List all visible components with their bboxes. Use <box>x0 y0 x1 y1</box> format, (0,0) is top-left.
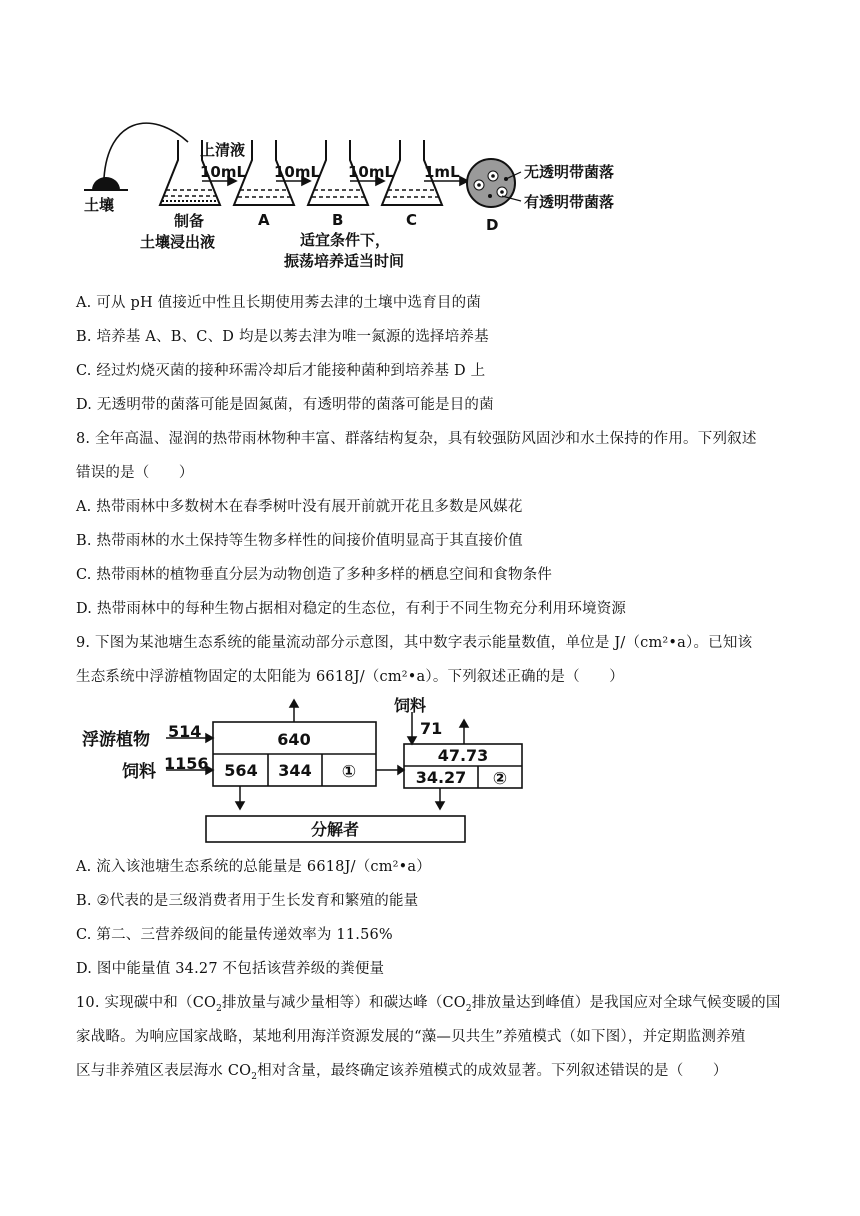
q10-text-5: 相对含量，最终确定该养殖模式的成效显著。下列叙述错误的是（ ） <box>257 1063 728 1079</box>
value-box2-unknown: ② <box>492 769 508 789</box>
value-box1-unknown: ① <box>341 762 357 782</box>
q9-stem-line2: 生态系统中浮游植物固定的太阳能为 6618J/（cm²•a）。下列叙述正确的是（ ） <box>76 669 624 685</box>
label-soil: 土壤 <box>84 196 115 214</box>
label-clear-zone: 有透明带菌落 <box>524 193 615 211</box>
label-supernatant: 上清液 <box>200 141 246 159</box>
label-volume-1: 10mL <box>200 163 247 181</box>
q10-stem-line3 <box>76 1059 728 1082</box>
label-dish-d: D <box>486 216 499 234</box>
q9-option-a: A. 流入该池塘生态系统的总能量是 6618J/（cm²•a） <box>76 859 431 875</box>
label-decomposer: 分解者 <box>310 820 360 839</box>
value-box1-assimilation: 640 <box>277 730 311 749</box>
value-plankton-input: 514 <box>168 722 202 741</box>
label-condition-1: 适宜条件下， <box>300 231 391 249</box>
value-box2-respiration: 34.27 <box>415 768 467 787</box>
co2-formula: $CO_2$ <box>192 995 223 1014</box>
q10-stem-line1 <box>76 991 781 1014</box>
label-no-clear-zone: 无透明带菌落 <box>524 163 615 181</box>
q9-option-c: C. 第二、三营养级间的能量传递效率为 11.56% <box>76 927 393 943</box>
q9-option-b: B. ②代表的是三级消费者用于生长发育和繁殖的能量 <box>76 893 419 909</box>
label-prep-2: 土壤浸出液 <box>140 233 216 251</box>
co2-formula: $CO_2$ <box>227 1063 258 1082</box>
label-flask-b: B <box>332 211 344 229</box>
label-volume-2: 10mL <box>274 163 321 181</box>
energy-flow-diagram <box>0 690 860 850</box>
q9-option-d: D. 图中能量值 34.27 不包括该营养级的粪便量 <box>76 961 385 977</box>
q7-option-a: A. 可从 pH 值接近中性且长期使用莠去津的土壤中选育目的菌 <box>76 295 482 311</box>
q7-option-b: B. 培养基 A、B、C、D 均是以莠去津为唯一氮源的选择培养基 <box>76 329 489 345</box>
q10-stem-line2: 家战略。为响应国家战略，某地利用海洋资源发展的“藻—贝共生”养殖模式（如下图），并定期监测养殖 <box>76 1029 746 1045</box>
q8-option-a: A. 热带雨林中多数树木在春季树叶没有展开前就开花且多数是风媒花 <box>76 499 523 515</box>
value-feed-input: 1156 <box>164 754 209 773</box>
label-flask-c: C <box>406 211 418 229</box>
q10-text-2: 排放量与减少量相等）和碳达峰（ <box>222 995 443 1011</box>
co2-formula: $CO_2$ <box>442 995 472 1014</box>
petri-dish-d-icon <box>467 159 515 207</box>
value-box1-respiration: 564 <box>224 761 258 780</box>
q8-option-b: B. 热带雨林的水土保持等生物多样性的间接价值明显高于其直接价值 <box>76 533 523 549</box>
q7-option-c: C. 经过灼烧灭菌的接种环需冷却后才能接种菌种到培养基 D 上 <box>76 363 486 379</box>
label-volume-4: 1mL <box>424 163 460 181</box>
value-feed-2: 71 <box>420 719 443 738</box>
q10-text-1: 实现碳中和（ <box>104 995 193 1011</box>
q10-text-3: 排放量达到峰值）是我国应对全球气候变暖的国 <box>471 995 781 1011</box>
label-condition-2: 振荡培养适当时间 <box>284 252 405 270</box>
label-plankton: 浮游植物 <box>82 730 150 750</box>
q10-number: 10. <box>76 995 100 1011</box>
q8-stem-line2: 错误的是（ ） <box>76 465 194 481</box>
q8-option-d: D. 热带雨林中的每种生物占据相对稳定的生态位，有利于不同生物充分利用环境资源 <box>76 601 627 617</box>
label-prep-1: 制备 <box>174 212 205 230</box>
q8-stem-line1: 8. 全年高温、湿润的热带雨林物种丰富、群落结构复杂，具有较强防风固沙和水土保持的作用。下列叙述 <box>76 431 757 447</box>
q7-option-d: D. 无透明带的菌落可能是固氮菌，有透明带的菌落可能是目的菌 <box>76 397 494 413</box>
value-box2-assimilation: 47.73 <box>437 746 489 765</box>
label-flask-a: A <box>258 211 270 229</box>
isolation-procedure-diagram <box>0 0 860 280</box>
q9-stem-line1: 9. 下图为某池塘生态系统的能量流动部分示意图，其中数字表示能量数值，单位是 J/（cm²•a）。已知该 <box>76 635 753 651</box>
label-feed: 饲料 <box>122 762 156 782</box>
label-volume-3: 10mL <box>348 163 395 181</box>
q8-option-c: C. 热带雨林的植物垂直分层为动物创造了多种多样的栖息空间和食物条件 <box>76 567 553 583</box>
soil-mound-icon <box>92 177 120 190</box>
value-box1-decomposer: 344 <box>278 761 312 780</box>
label-feed-2: 饲料 <box>394 696 427 715</box>
q10-text-4: 区与非养殖区表层海水 <box>76 1063 228 1079</box>
